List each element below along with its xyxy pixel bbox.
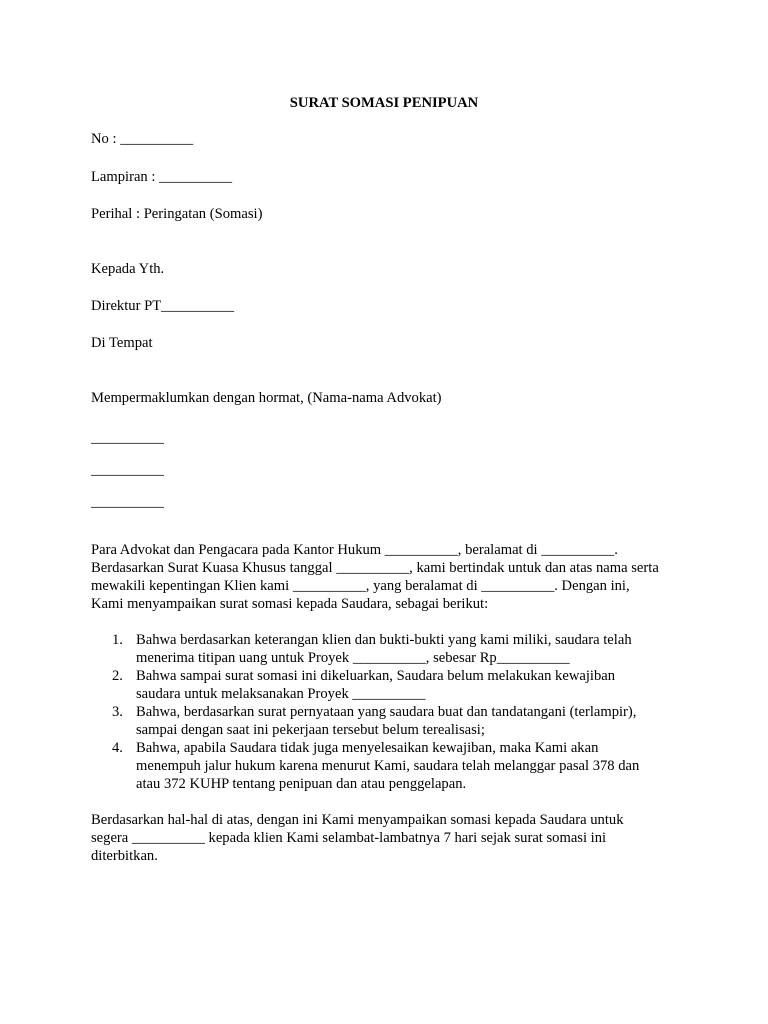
list-item	[91, 739, 691, 793]
advocate-blank: __________	[91, 430, 164, 446]
field-lampiran: Lampiran : __________	[91, 169, 233, 185]
list-line: menempuh jalur hukum karena menurut Kami, saudara telah melanggar pasal 378 dan	[136, 758, 640, 774]
list-line: Bahwa, apabila Saudara tidak juga menyelesaikan kewajiban, maka Kami akan	[136, 740, 599, 756]
recipient-greeting: Kepada Yth.	[91, 261, 165, 277]
advocate-blank: __________	[91, 494, 164, 510]
list-line: Bahwa, berdasarkan surat pernyataan yang saudara buat dan tandatangani (terlampir),	[136, 704, 637, 720]
body-line: Para Advokat dan Pengacara pada Kantor Hukum __________, beralamat di __________.	[91, 542, 618, 558]
body-line: mewakili kepentingan Klien kami __________, yang beralamat di __________. Dengan ini,	[91, 578, 630, 594]
closing-line: segera __________ kepada klien Kami selambat-lambatnya 7 hari sejak surat somasi ini	[91, 830, 607, 846]
document-title: SURAT SOMASI PENIPUAN	[289, 95, 479, 111]
list-line: saudara untuk melaksanakan Proyek __________	[136, 686, 426, 702]
field-no: No : __________	[91, 131, 194, 147]
body-line: Berdasarkan Surat Kuasa Khusus tanggal __________, kami bertindak untuk dan atas nama serta	[91, 560, 659, 576]
closing-line: Berdasarkan hal-hal di atas, dengan ini Kami menyampaikan somasi kepada Saudara untuk	[91, 812, 624, 828]
list-number: 1.	[112, 632, 123, 648]
list-line: menerima titipan uang untuk Proyek __________, sebesar Rp__________	[136, 650, 570, 666]
list-item	[91, 631, 691, 667]
list-number: 2.	[112, 668, 123, 684]
closing-line: diterbitkan.	[91, 848, 158, 864]
list-item	[91, 703, 691, 739]
list-item	[91, 667, 691, 703]
list-line: Bahwa berdasarkan keterangan klien dan bukti-bukti yang kami miliki, saudara telah	[136, 632, 632, 648]
list-number: 3.	[112, 704, 123, 720]
recipient-name: Direktur PT__________	[91, 298, 235, 314]
list-line: atau 372 KUHP tentang penipuan dan atau penggelapan.	[136, 776, 467, 792]
body-line: Kami menyampaikan surat somasi kepada Saudara, sebagai berikut:	[91, 596, 489, 612]
closing-paragraph	[91, 811, 691, 865]
body-paragraph	[91, 541, 691, 613]
list-line: sampai dengan saat ini pekerjaan tersebut belum terealisasi;	[136, 722, 485, 738]
recipient-place: Di Tempat	[91, 335, 153, 351]
list-number: 4.	[112, 740, 123, 756]
field-perihal: Perihal : Peringatan (Somasi)	[91, 206, 263, 222]
list-line: Bahwa sampai surat somasi ini dikeluarkan, Saudara belum melakukan kewajiban	[136, 668, 616, 684]
points-list	[91, 631, 691, 793]
intro-line: Mempermaklumkan dengan hormat, (Nama-nama Advokat)	[91, 390, 442, 406]
advocate-blank: __________	[91, 462, 164, 478]
